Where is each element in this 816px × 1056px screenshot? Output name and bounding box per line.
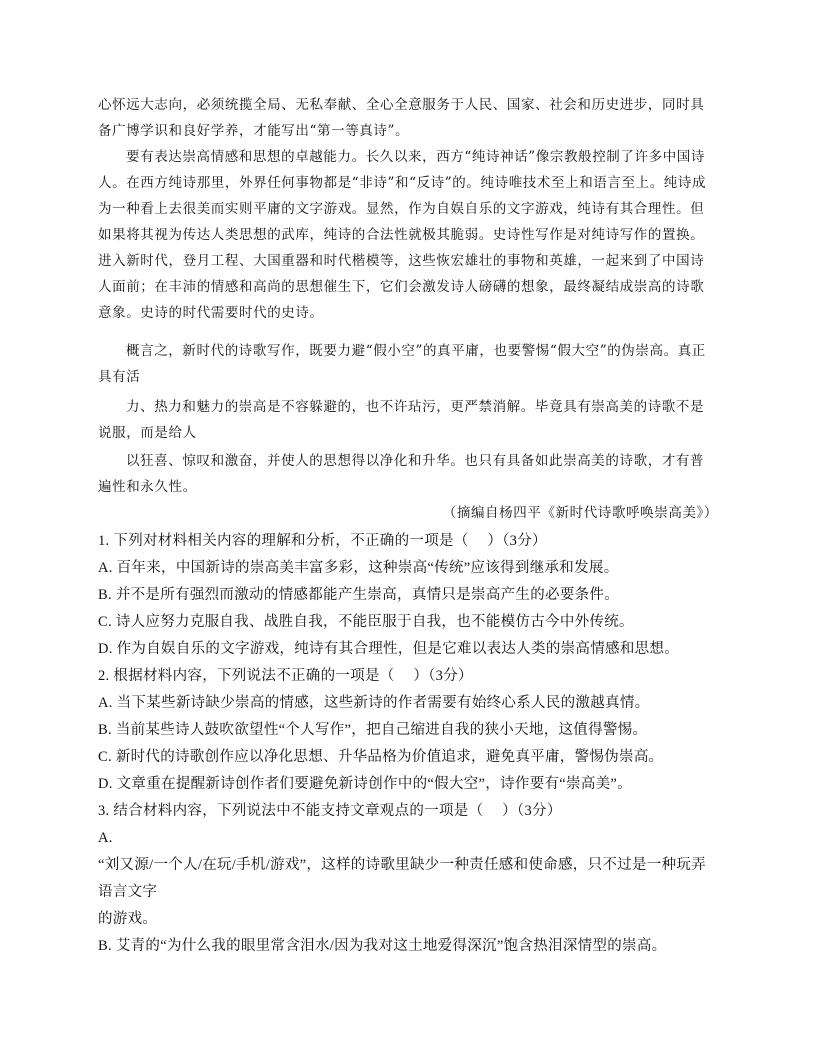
question-3-option-a-text: “刘又源/一个人/在玩/手机/游戏”，这样的诗歌里缺少一种责任感和使命感，只不过是一种玩弄语言文字 (98, 857, 706, 900)
passage-paragraph-4: 力、热力和魅力的崇高是不容躲避的，也不许玷污，更严禁消解。毕竟具有崇高美的诗歌不是说服，而是给人 (98, 399, 705, 441)
passage-paragraph-3: 概言之，新时代的诗歌写作，既要力避“假小空”的真平庸，也要警惕“假大空”的伪崇高。真正具有活 (98, 343, 706, 385)
question-2-option-d: D. 文章重在提醒新诗创作者们要避免新诗创作中的“假大空”，诗作要有“崇高美”。 (98, 776, 632, 792)
passage-paragraph-5: 以狂喜、惊叹和激奋，并使人的思想得以净化和升华。也只有具备如此崇高美的诗歌，才有普遍性和永久性。 (98, 453, 705, 495)
question-1-option-b: B. 并不是所有强烈而激动的情感都能产生崇高，真情只是崇高产生的必要条件。 (98, 587, 620, 603)
question-1-option-c: C. 诗人应努力克服自我、战胜自我，不能臣服于自我，也不能模仿古今中外传统。 (98, 614, 634, 630)
passage-paragraph-1: 心怀远大志向，必须统揽全局、无私奉献、全心全意服务于人民、国家、社会和历史进步，同时具备广博学识和良好学养，才能写出“第一等真诗”。 (98, 97, 705, 139)
question-3-option-a-label: A. (98, 830, 113, 846)
question-2-option-c: C. 新时代的诗歌创作应以净化思想、升华品格为价值追求，避免真平庸，警惕伪崇高。 (98, 749, 664, 765)
question-3-option-a-continuation: 的游戏。 (98, 911, 158, 927)
question-3-stem: 3. 结合材料内容，下列说法中不能支持文章观点的一项是（ ）（3分） (98, 803, 562, 819)
question-1-option-d: D. 作为自娱自乐的文字游戏，纯诗有其合理性，但是它难以表达人类的崇高情感和思想。 (98, 641, 680, 657)
passage-source: （摘编自杨四平《新时代诗歌呼唤崇高美》） (442, 505, 718, 521)
question-2-option-a: A. 当下某些新诗缺少崇高的情感，这些新诗的作者需要有始终心系人民的激越真情。 (98, 695, 650, 711)
question-1-stem: 1. 下列对材料相关内容的理解和分析，不正确的一项是（ ）（3分） (98, 533, 547, 549)
passage-paragraph-2: 要有表达崇高情感和思想的卓越能力。长久以来，西方“纯诗神话”像宗教般控制了许多中国诗人。在西方纯诗那里，外界任何事物都是“非诗”和“反诗”的。纯诗唯技术至上和语言至上。纯诗成为一种看上去很美而实则平庸的文字游戏。显然，作为自娱自乐的文字游戏，纯诗有其合理性。但如果将其视为传达人类思想的武库，纯诗的合法性就极其脆弱。史诗性写作是对纯诗写作的置换。进入新时代，登月工程、大国重器和时代楷模等，这些恢宏雄壮的事物和英雄，一起来到了中国诗人面前；在丰沛的情感和高尚的思想催生下，它们会激发诗人磅礴的想象，最终凝结成崇高的诗歌意象。史诗的时代需要时代的史诗。 (98, 149, 707, 321)
question-1-option-a: A. 百年来，中国新诗的崇高美丰富多彩，这种崇高“传统”应该得到继承和发展。 (98, 560, 619, 576)
question-2-stem: 2. 根据材料内容，下列说法不正确的一项是（ ）（3分） (98, 668, 473, 684)
question-3-option-b: B. 艾青的“为什么我的眼里常含泪水/因为我对这土地爱得深沉”饱含热泪深情型的崇高。 (98, 938, 667, 954)
question-2-option-b: B. 当前某些诗人鼓吹欲望性“个人写作”，把自己缩进自我的狭小天地，这值得警惕。 (98, 722, 648, 738)
